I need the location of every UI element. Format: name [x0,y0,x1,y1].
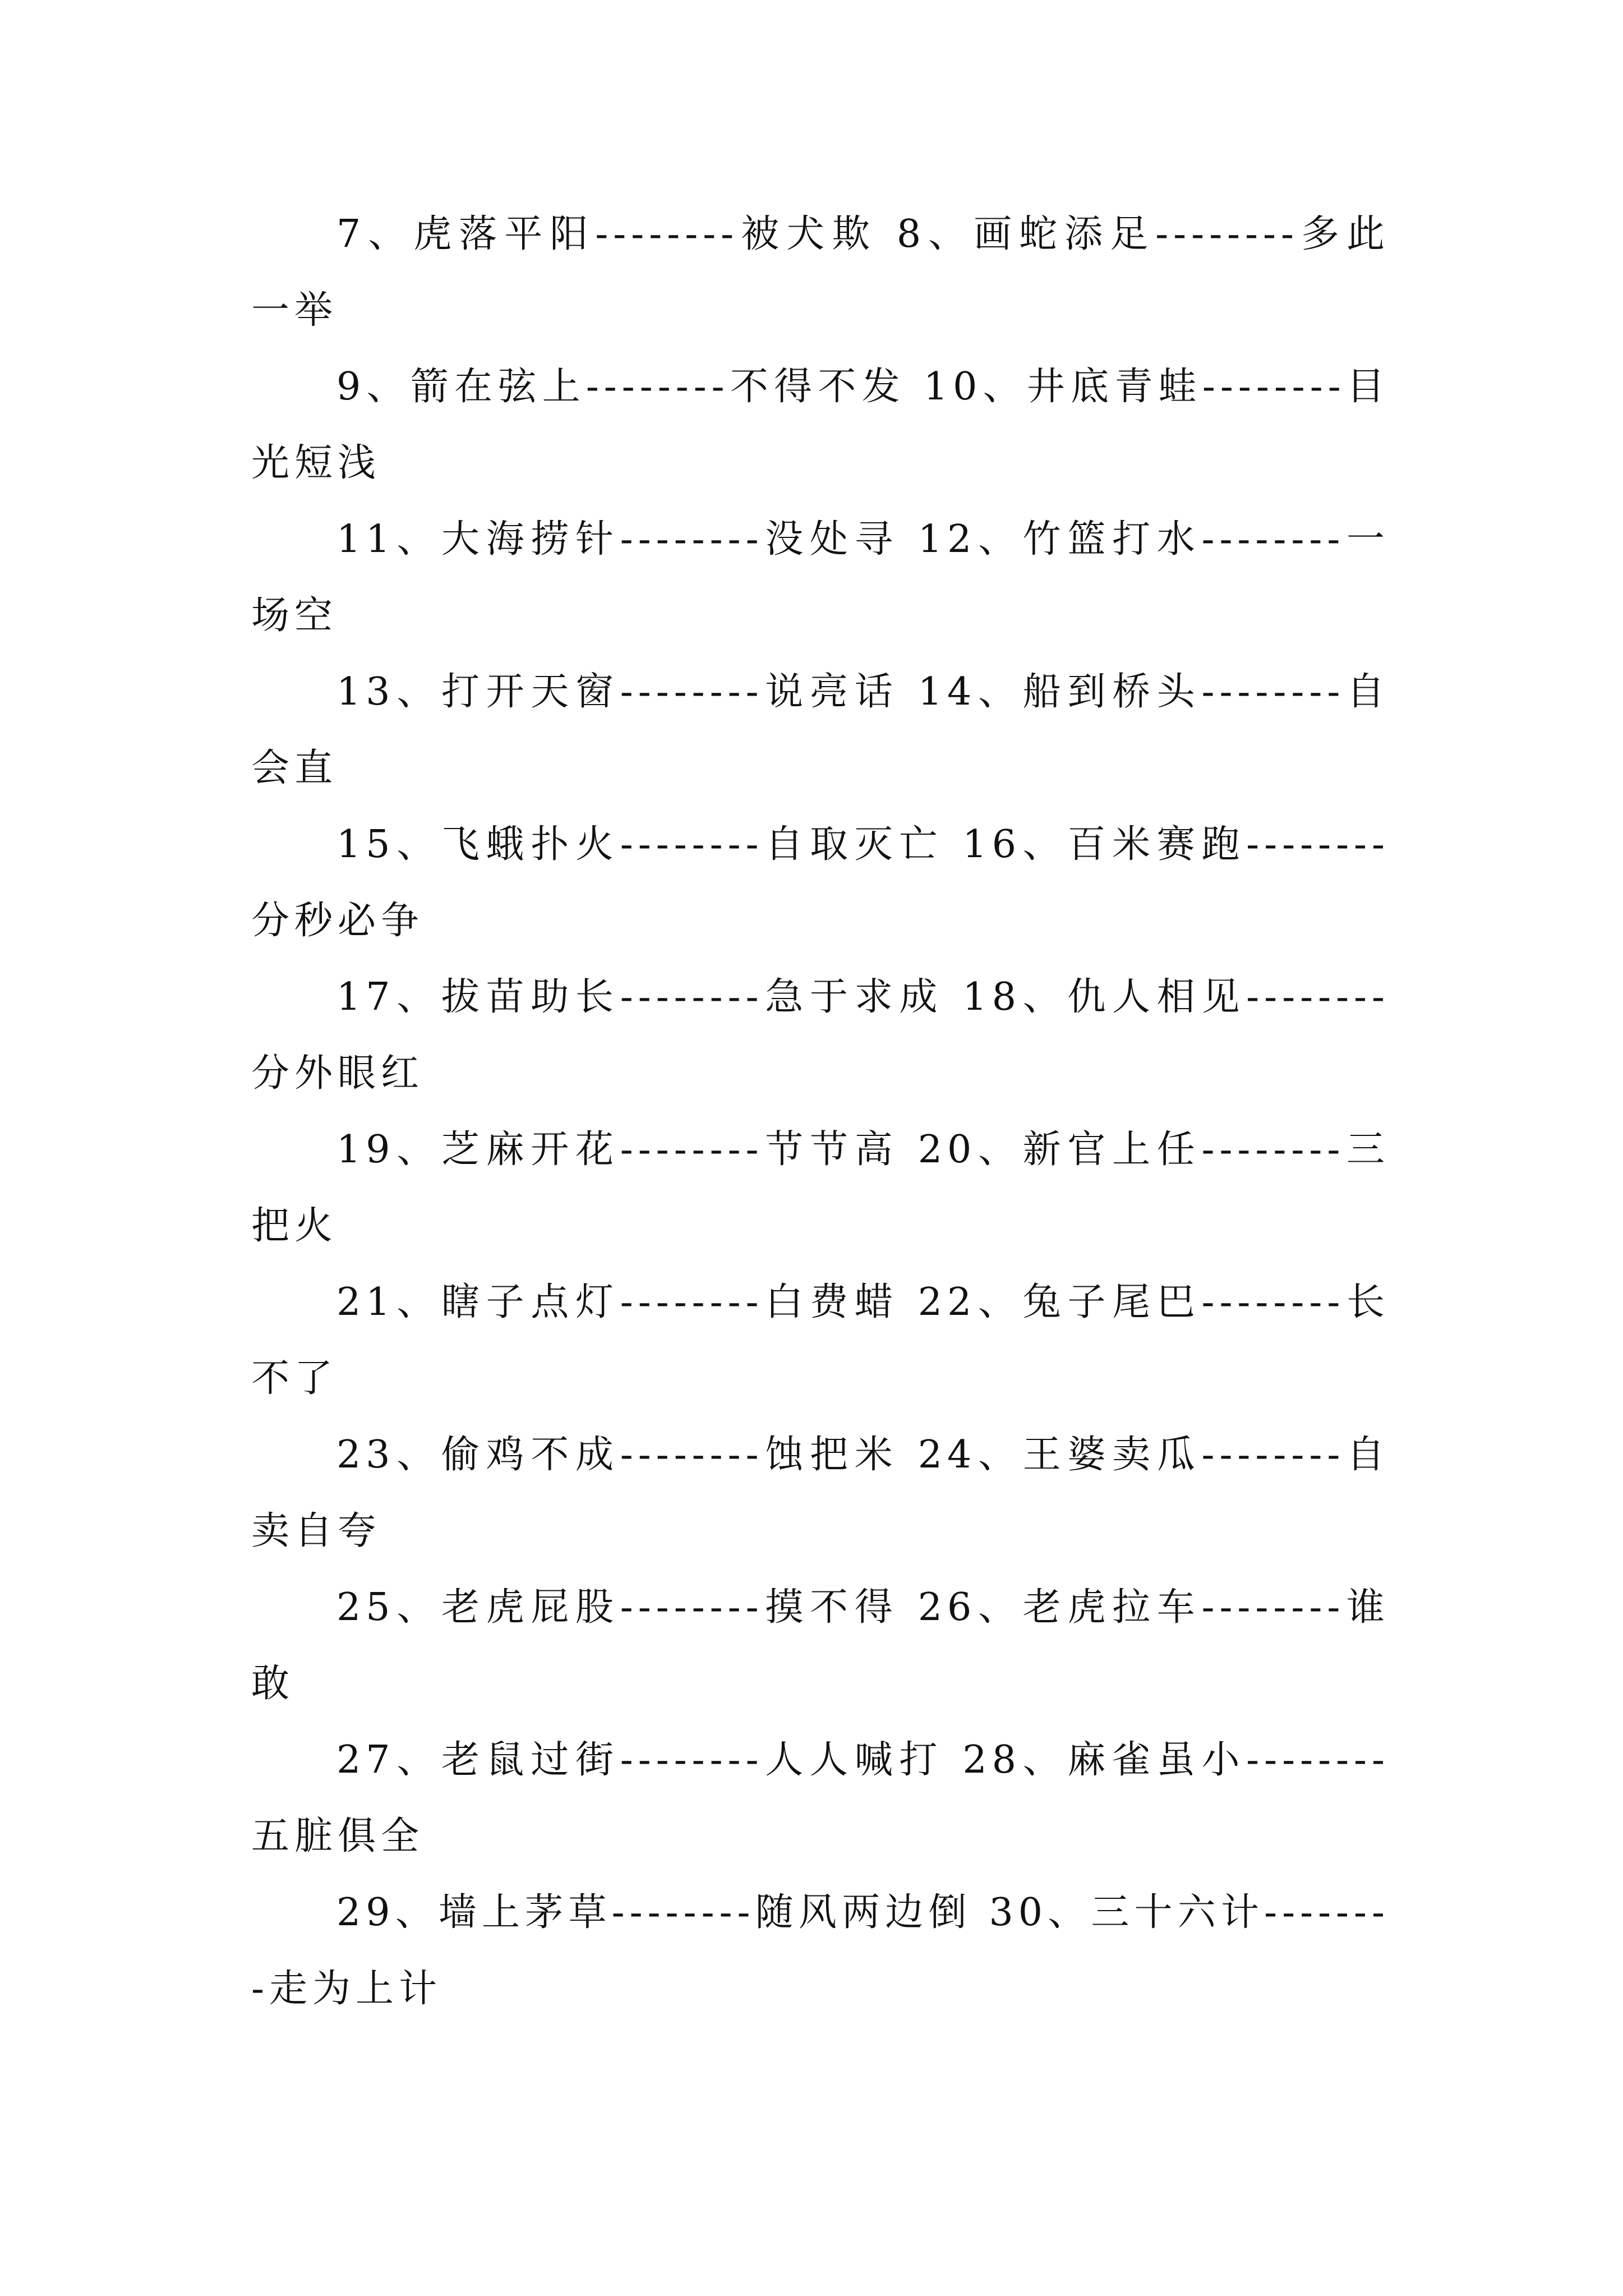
paragraph-27-28: 27、老鼠过街--------人人喊打 28、麻雀虽小--------五脏俱全 [251,1738,1390,1858]
paragraph-7-8: 7、虎落平阳--------被犬欺 8、画蛇添足--------多此一举 [251,212,1390,333]
paragraph-19-20: 19、芝麻开花--------节节高 20、新官上任--------三把火 [251,1128,1390,1248]
paragraph-21-22: 21、瞎子点灯--------白费蜡 22、兔子尾巴--------长不了 [251,1280,1390,1401]
paragraph-11-12: 11、大海捞针--------没处寻 12、竹篮打水--------一场空 [251,517,1390,638]
paragraph-17-18: 17、拔苗助长--------急于求成 18、仇人相见--------分外眼红 [251,975,1390,1096]
paragraph-29-30: 29、墙上茅草--------随风两边倒 30、三十六计--------走为上计 [251,1890,1390,2011]
idiom-list [251,196,1390,2027]
paragraph-15-16: 15、飞蛾扑火--------自取灭亡 16、百米赛跑--------分秒必争 [251,822,1390,943]
paragraph-9-10: 9、箭在弦上--------不得不发 10、井底青蛙--------目光短浅 [251,365,1390,485]
paragraph-23-24: 23、偷鸡不成--------蚀把米 24、王婆卖瓜--------自卖自夸 [251,1433,1390,1553]
paragraph-25-26: 25、老虎屁股--------摸不得 26、老虎拉车--------谁敢 [251,1585,1390,1706]
paragraph-13-14: 13、打开天窗--------说亮话 14、船到桥头--------自会直 [251,670,1390,790]
